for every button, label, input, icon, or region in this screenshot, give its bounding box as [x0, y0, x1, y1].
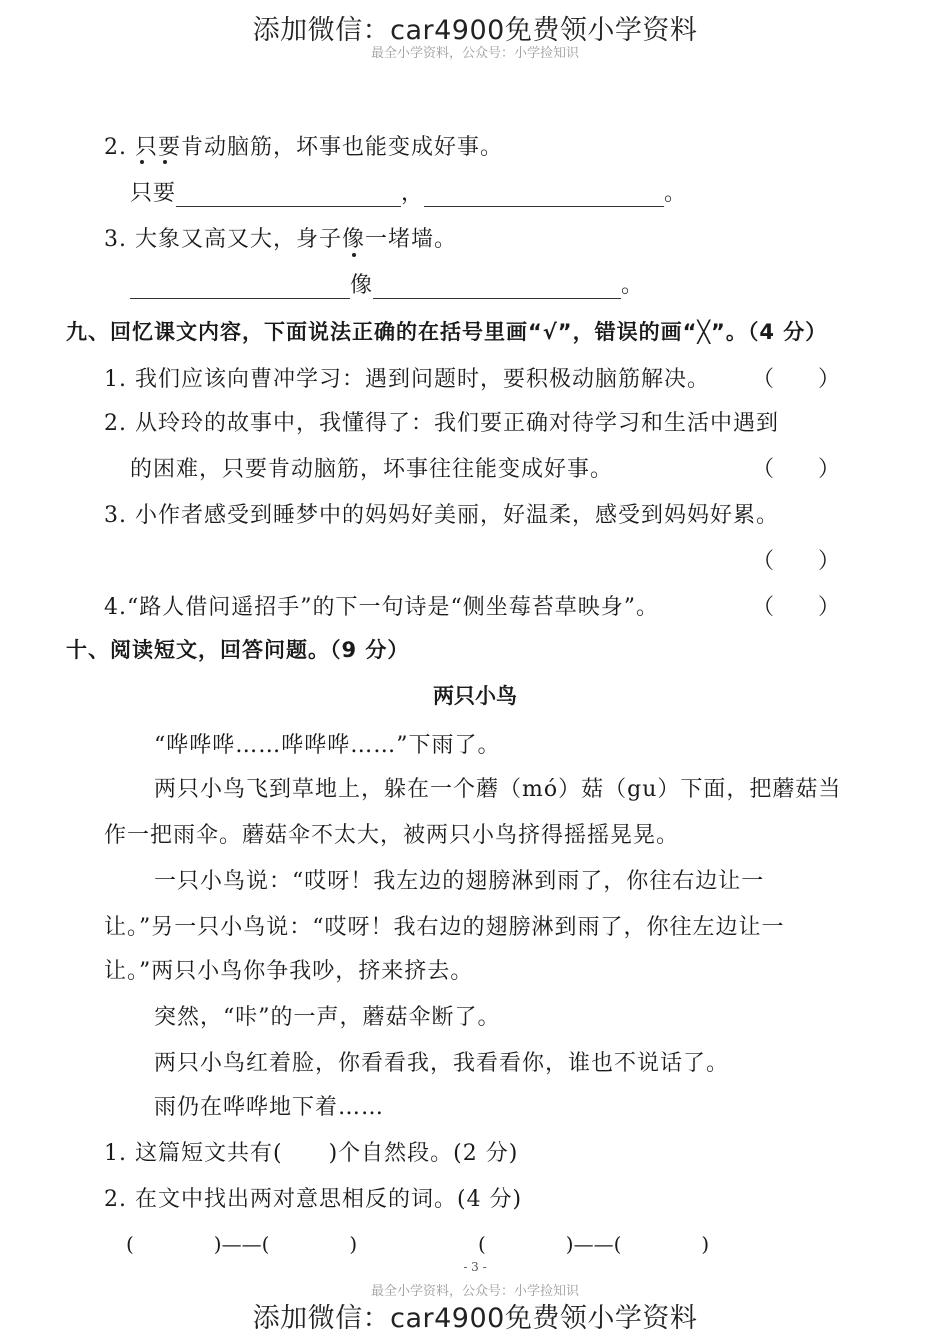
story-paragraph-cont: 让。”另一只小鸟说：“哎呀！我右边的翅膀淋到雨了，你往左边让一	[104, 915, 785, 940]
answer-pair-2[interactable]: ( )——( )	[478, 1232, 710, 1256]
emphasis-dot	[352, 253, 356, 257]
answer-paren[interactable]: （ ）	[752, 367, 841, 392]
emphasis-dot	[163, 160, 167, 164]
s8-q2: 2. 只要肯动脑筋，坏事也能变成好事。	[104, 135, 503, 160]
answer-blank[interactable]	[130, 276, 350, 299]
story-paragraph: 两只小鸟飞到草地上，躲在一个蘑（mó）菇（gu）下面，把蘑菇当	[154, 777, 842, 802]
story-paragraph-cont: 让。”两只小鸟你争我吵，挤来挤去。	[104, 959, 474, 984]
story-paragraph: 雨仍在哗哗地下着……	[154, 1095, 385, 1120]
s9-item-1: 1. 我们应该向曹冲学习：遇到问题时，要积极动脑筋解决。	[104, 367, 710, 392]
s10-q1: 1. 这篇短文共有( )个自然段。(2 分)	[104, 1141, 519, 1166]
story-paragraph: 突然，“咔”的一声，蘑菇伞断了。	[154, 1005, 501, 1030]
answer-paren[interactable]: （ ）	[752, 595, 841, 620]
xiang-word: 像	[350, 273, 374, 298]
s9-heading: 九、回忆课文内容，下面说法正确的在括号里画“√”，错误的画“╳”。（4 分）	[66, 320, 828, 344]
s10-heading: 十、阅读短文，回答问题。（9 分）	[66, 638, 410, 662]
story-paragraph: 一只小鸟说：“哎呀！我左边的翅膀淋到雨了，你往右边让一	[154, 869, 765, 894]
story-paragraph: 两只小鸟红着脸，你看看我，我看看你，谁也不说话了。	[154, 1051, 730, 1076]
period: 。	[621, 273, 645, 298]
answer-paren[interactable]: （ ）	[752, 549, 841, 574]
answer-blank[interactable]	[373, 276, 621, 299]
answer-pair-1[interactable]: ( )——( )	[126, 1232, 358, 1256]
comma: ，	[401, 181, 425, 206]
answer-blank[interactable]	[424, 184, 664, 207]
answer-paren[interactable]: （ ）	[752, 457, 841, 482]
s9-item-4: 4.“路人借问遥招手”的下一句诗是“侧坐莓苔草映身”。	[104, 595, 659, 620]
watermark-bottom: 添加微信：car4900免费领小学资料	[252, 1303, 698, 1334]
s9-item-3: 3. 小作者感受到睡梦中的妈妈好美丽，好温柔，感受到妈妈好累。	[104, 503, 779, 528]
faint-footer: 最全小学资料，公众号：小学捡知识	[370, 1284, 579, 1299]
s8-q3: 3. 大象又高又大，身子像一堵墙。	[104, 227, 457, 252]
s9-item-2-cont: 的困难，只要肯动脑筋，坏事往往能变成好事。	[130, 457, 614, 482]
faint-header: 最全小学资料，公众号：小学捡知识	[370, 46, 579, 61]
answer-blank[interactable]	[176, 184, 401, 207]
story-title: 两只小鸟	[433, 684, 517, 708]
s8-q2-prefix: 只要	[130, 181, 177, 206]
page-number: - 3 -	[463, 1260, 487, 1274]
s9-item-2: 2. 从玲玲的故事中，我懂得了：我们要正确对待学习和生活中遇到	[104, 411, 779, 436]
s8-q3-answer-line	[130, 268, 644, 299]
s8-q2-answer-line	[130, 176, 687, 207]
emphasis-dot	[140, 160, 144, 164]
watermark-top: 添加微信：car4900免费领小学资料	[252, 15, 698, 46]
s10-q2: 2. 在文中找出两对意思相反的词。(4 分)	[104, 1187, 523, 1212]
story-paragraph: “哗哗哗……哗哗哗……”下雨了。	[154, 733, 501, 758]
period: 。	[664, 181, 688, 206]
story-paragraph-cont: 作一把雨伞。蘑菇伞不太大，被两只小鸟挤得摇摇晃晃。	[104, 823, 680, 848]
